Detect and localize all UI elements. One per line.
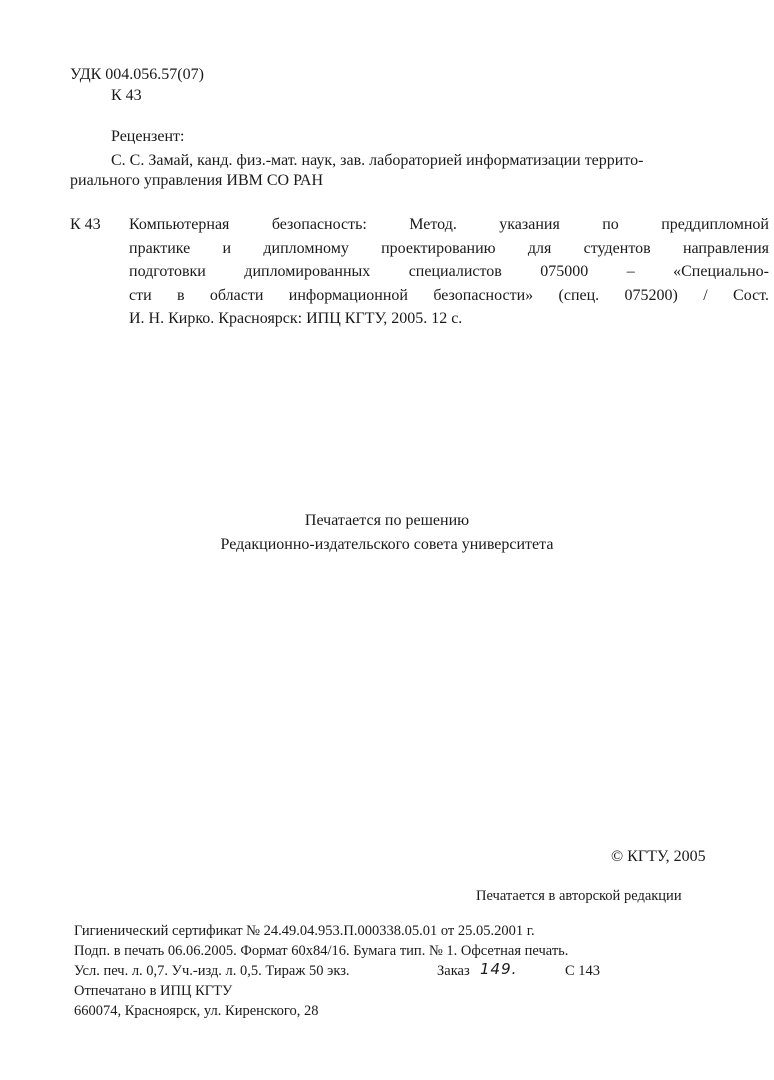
reviewer-label: Рецензент: <box>111 128 185 145</box>
imprint-printed: Отпечатано в ИПЦ КГТУ <box>74 983 233 999</box>
reviewer-line-2: риального управления ИВМ СО РАН <box>70 172 324 189</box>
imprint-certificate: Гигиенический сертификат № 24.49.04.953.П.000338.05.01 от 25.05.2001 г. <box>74 923 535 939</box>
reviewer-line-1: С. С. Замай, канд. физ.-мат. наук, зав. лабораторией информатизации террито- <box>111 152 644 169</box>
annotation-line: сти в области информационной безопасности» (спец. 075200) / Сост. <box>129 286 769 304</box>
copyright: © КГТУ, 2005 <box>611 848 706 865</box>
imprint-code: С 143 <box>565 963 601 979</box>
imprint-address: 660074, Красноярск, ул. Киренского, 28 <box>74 1003 319 1019</box>
imprint-order-label: Заказ <box>437 963 470 979</box>
annotation-line: И. Н. Кирко. Красноярск: ИПЦ КГТУ, 2005. 12 с. <box>129 310 463 327</box>
author-mark: К 43 <box>111 87 142 104</box>
udk-code: УДК 004.056.57(07) <box>70 66 204 83</box>
annotation-line: подготовки дипломированных специалистов 075000 – «Специально- <box>129 263 769 280</box>
edition-note: Печатается в авторской редакции <box>476 888 682 904</box>
annotation-text <box>129 213 769 331</box>
approval-line-1: Печатается по решению <box>304 512 470 529</box>
imprint-signed: Подп. в печать 06.06.2005. Формат 60х84/16. Бумага тип. № 1. Офсетная печать. <box>74 943 569 959</box>
annotation-code: К 43 <box>70 216 101 233</box>
annotation-line: Компьютерная безопасность: Метод. указания по преддипломной <box>129 216 769 233</box>
imprint-volume: Усл. печ. л. 0,7. Уч.-изд. л. 0,5. Тираж 50 экз. <box>74 963 350 979</box>
annotation-line: практике и дипломному проектированию для студентов направления <box>129 239 769 257</box>
approval-line-2: Редакционно-издательского совета университета <box>220 536 554 553</box>
imprint-order-number: 149. <box>480 960 518 978</box>
